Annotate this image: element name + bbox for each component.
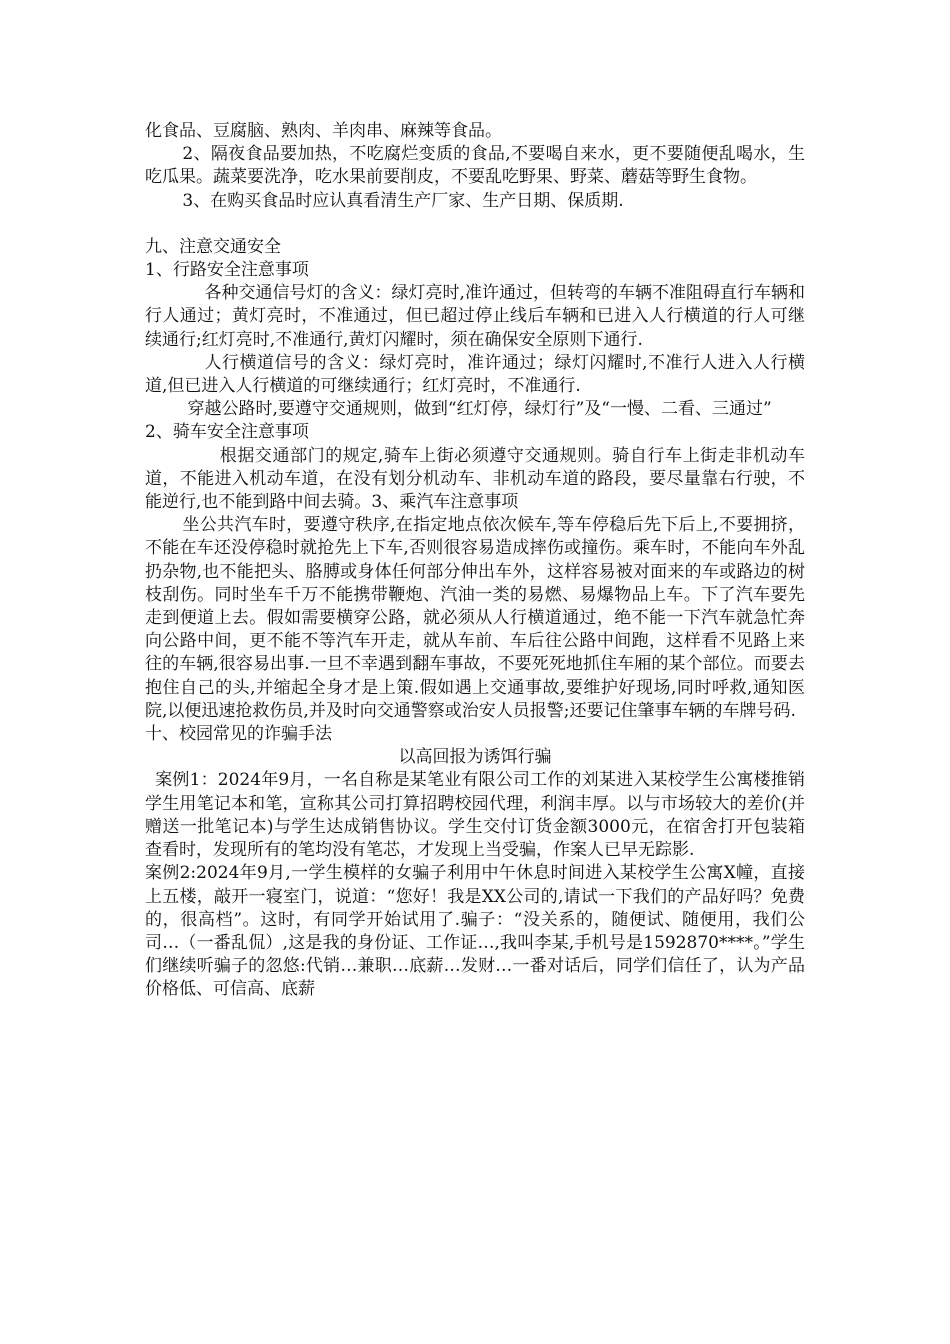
spacer: [145, 213, 805, 236]
paragraph-traffic-lights: 各种交通信号灯的含义：绿灯亮时,准许通过，但转弯的车辆不准阻碍直行车辆和行人通过；黄灯亮时，不准通过，但已超过停止线后车辆和已进入人行横道的行人可继续通行;红灯亮时,不准通行,黄灯闪耀时，须在确保安全原则下通行.: [145, 283, 805, 350]
paragraph-case-2: 案例2:2024年9月,一学生模样的女骗子利用中午休息时间进入某校学生公寓X幢，直接上五楼，敲开一寝室门，说道：“您好！我是XX公司的,请试一下我们的产品好吗？免费的，很高档”。这时，有同学开始试用了.骗子：“没关系的，随便试、随便用，我们公司…（一番乱侃）,这是我的身份证、工作证…,我叫李某,手机号是1592870****。”学生们继续听骗子的忽悠:代销…兼职…底薪…发财…一番对话后，同学们信任了，认为产品价格低、可信高、底薪: [145, 863, 805, 1000]
paragraph-food-items: 化食品、豆腐脑、熟肉、羊肉串、麻辣等食品。: [145, 121, 502, 141]
document-page: [145, 120, 805, 1002]
paragraph-crosswalk-signals: 人行横道信号的含义：绿灯亮时，准许通过；绿灯闪耀时,不准行人进入人行横道,但已进入人行横道的可继续通行；红灯亮时，不准通行.: [145, 352, 805, 397]
subheading-high-return-fraud: 以高回报为诱饵行骗: [398, 747, 552, 768]
subheading-walking-safety: 1、行路安全注意事项: [145, 260, 309, 281]
paragraph-crossing-road: 穿越公路时,要遵守交通规则，做到“红灯停，绿灯行”及“一慢、二看、三通过”: [187, 399, 772, 420]
subheading-cycling-safety: 2、骑车安全注意事项: [145, 422, 309, 443]
paragraph-food-rule-3: 3、在购买食品时应认真看清生产厂家、生产日期、保质期.: [182, 190, 624, 211]
paragraph-food-rule-2: 2、隔夜食品要加热，不吃腐烂变质的食品,不要喝自来水，更不要随便乱喝水，生吃瓜果。蔬菜要洗净，吃水果前要削皮，不要乱吃野果、野菜、蘑菇等野生食物。: [145, 144, 805, 188]
paragraph-bus-safety: 坐公共汽车时，要遵守秩序,在指定地点依次候车,等车停稳后先下后上,不要拥挤，不能在车还没停稳时就抢先上下车,否则很容易造成摔伤或撞伤。乘车时，不能向车外乱扔杂物,也不能把头、胳膊或身体任何部分伸出车外，这样容易被对面来的车或路边的树枝刮伤。同时坐车千万不能携带鞭炮、汽油一类的易燃、易爆物品上车。下了汽车要先走到便道上去。假如需要横穿公路，就必须从人行横道通过，绝不能一下汽车就急忙奔向公路中间，更不能不等汽车开走，就从车前、车后往公路中间跑，这样看不见路上来往的车辆,很容易出事.一旦不幸遇到翻车事故，不要死死地抓住车厢的某个部位。而要去抱住自己的头,并缩起全身才是上策.假如遇上交通事故,要维护好现场,同时呼救,通知医院,以便迅速抢救伤员,并及时向交通警察或治安人员报警;还要记住肇事车辆的车牌号码.: [145, 515, 805, 721]
section-heading-campus-fraud: 十、校园常见的诈骗手法: [145, 724, 332, 745]
paragraph-case-1: 案例1：2024年9月，一名自称是某笔业有限公司工作的刘某进入某校学生公寓楼推销学生用笔记本和笔，宣称其公司打算招聘校园代理，利润丰厚。以与市场较大的差价(并赠送一批笔记本)与学生达成销售协议。学生交付订货金额3000元，在宿舍打开包装箱查看时，发现所有的笔均没有笔芯，才发现上当受骗，作案人已早无踪影.: [145, 770, 805, 861]
section-heading-traffic-safety: 九、注意交通安全: [145, 236, 281, 257]
paragraph-cycling-rules: 根据交通部门的规定,骑车上街必须遵守交通规则。骑自行车上街走非机动车道，不能进入机动车道，在没有划分机动车、非机动车道的路段，要尽量靠右行驶，不能逆行,也不能到路中间去骑。3、乘汽车注意事项: [145, 445, 805, 513]
